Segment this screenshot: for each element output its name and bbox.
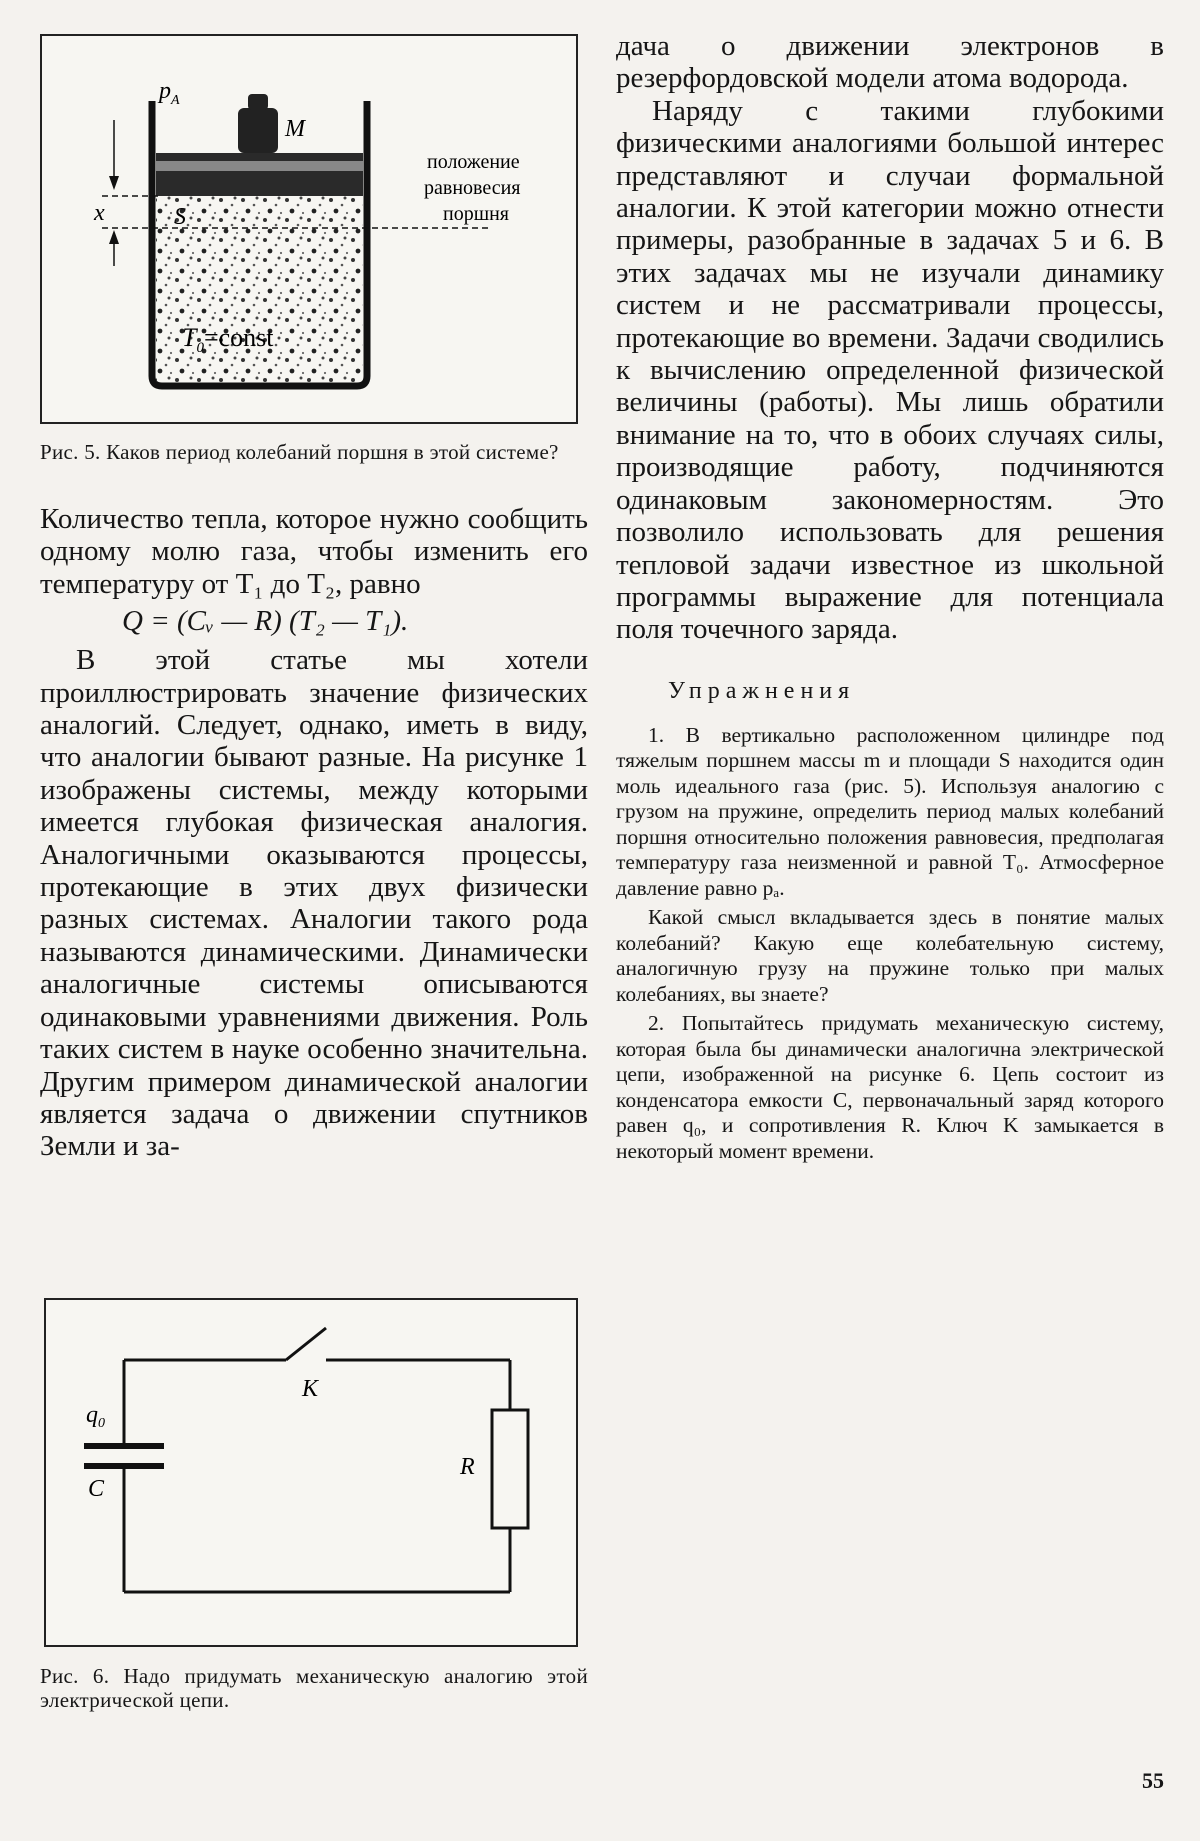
label-S: S — [174, 204, 186, 230]
label-T0: $T_0=const$ — [182, 323, 274, 356]
figure-5-diagram — [42, 36, 576, 422]
equilibrium-label-3: поршня — [443, 203, 510, 225]
label-R: R — [460, 1454, 475, 1480]
label-q0: $q_0$ — [86, 1402, 105, 1431]
weight-M — [238, 108, 278, 153]
gas-region — [156, 196, 363, 382]
figure-5-frame — [40, 34, 578, 424]
left-column — [40, 503, 588, 1163]
right-column — [616, 30, 1164, 1164]
exercise-2: 2. Попытайтесь придумать механическую систему, которая была бы динамически аналогична электрической цепи, изображенной на рисунке 6. Цепь состоит из конденсатора емкости C, первоначальный заряд которого равен q₀, и сопротивления R. Ключ K замыкается в некоторый момент времени. — [616, 1011, 1164, 1163]
exercise-1-question: Какой смысл вкладывается здесь в понятие малых колебаний? Какую еще колебательную систему, аналогичную грузу на пружине только при малых колебаниях, вы знаете? — [616, 905, 1164, 1006]
right-para-1: дача о движении электронов в резерфордовской модели атома водорода. — [616, 30, 1164, 95]
figure-5-caption: Рис. 5. Каков период колебаний поршня в этой системе? — [40, 440, 559, 464]
right-para-2: Наряду с такими глубокими физическими аналогиями большой интерес представляют и случаи формальной аналогии. К этой категории можно отнести примеры, разобранные в задачах 5 и 6. В этих задачах мы не изучали динамику систем и не рассматривали процессы, протекающие во времени. Задачи сводились к вычислению определенной физической величины (работы). Мы лишь обратили внимание на то, что в обоих случаях силы, производящие работу, подчиняются одинаковым закономерностям. Это позволило использовать для решения тепловой задачи известное из школьной программы выражение для потенциала поля точечного заряда. — [616, 94, 1164, 646]
exercises-heading: Упражнения — [668, 677, 856, 704]
switch-K — [286, 1328, 326, 1360]
figure-6-circuit — [46, 1300, 576, 1645]
resistor-R — [492, 1410, 528, 1528]
label-K: K — [302, 1376, 319, 1402]
piston — [156, 153, 363, 196]
figure-6-caption-block — [40, 1664, 588, 1712]
label-pA: $p_A$ — [159, 78, 180, 108]
figure-6-caption: Рис. 6. Надо придумать механическую аналогию этой электрической цепи. — [40, 1664, 588, 1712]
label-C: C — [88, 1476, 105, 1502]
figure-6-frame — [44, 1298, 578, 1647]
left-para-1: Количество тепла, которое нужно сообщить одному молю газа, чтобы изменить его температуру от T₁ до T₂, равно — [40, 503, 588, 600]
label-x: x — [94, 200, 105, 226]
equilibrium-label-1: положение — [427, 151, 520, 173]
page-number: 55 — [1142, 1768, 1164, 1793]
equilibrium-label-2: равновесия — [424, 177, 521, 199]
left-para-2: В этой статье мы хотели проиллюстрировать значение физических аналогий. Следует, однако, иметь в виду, что аналогии бывают разные. На рисунке 1 изображены системы, между которыми имеется глубокая физическая аналогия. Аналогичными оказываются процессы, протекающие в этих двух физически разных системах. Аналогии такого рода называются динамическими. Динамически аналогичные системы описываются одинаковыми уравнениями движения. Роль таких систем в науке особенно значительна. Другим примером динамической аналогии является задача о движении спутников Земли и за- — [40, 644, 588, 1163]
label-M: M — [285, 116, 305, 142]
exercise-1: 1. В вертикально расположенном цилиндре под тяжелым поршнем массы m и площади S находится один моль идеального газа (рис. 5). Используя аналогию с грузом на пружине, определить период малых колебаний поршня относительно положения равновесия, предполагая температуру газа неизменной и равной T₀. Атмосферное давление равно pₐ. — [616, 722, 1164, 900]
figure-5-caption-block — [40, 440, 588, 464]
heat-formula: Q = (Cᵥ — R) (T₂ — T₁). — [122, 605, 409, 638]
